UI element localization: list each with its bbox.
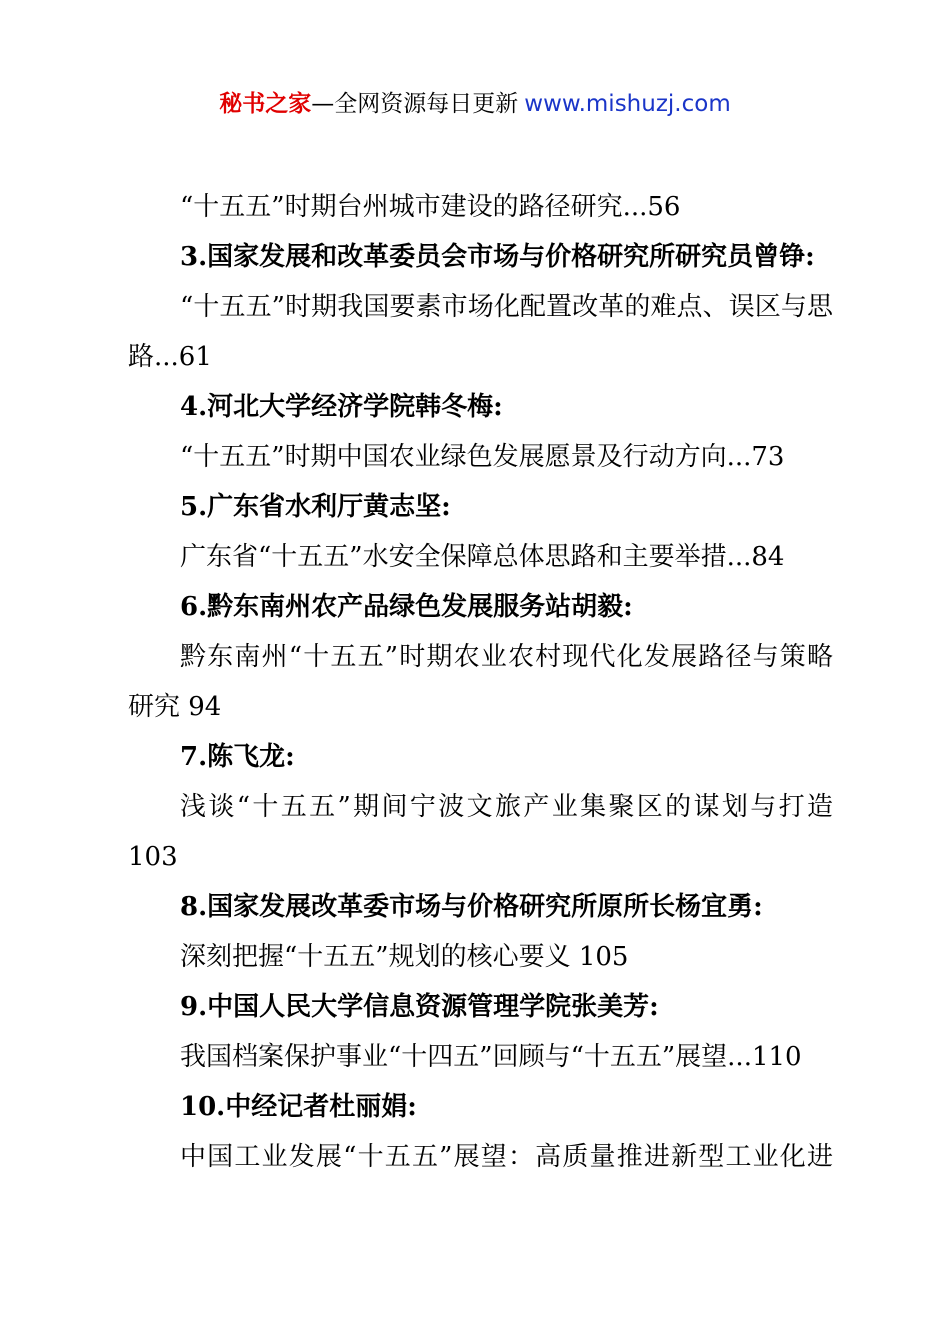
toc-entry-title: “十五五”时期台州城市建设的路径研究...56 <box>180 192 681 222</box>
toc-entry-title: “十五五”时期我国要素市场化配置改革的难点、误区与思 <box>180 292 833 322</box>
toc-entry-title-continued: 路...61 <box>128 342 212 372</box>
toc-entry-author: 10.中经记者杜丽娟: <box>180 1092 417 1122</box>
toc-entry-title: 中国工业发展“十五五”展望：高质量推进新型工业化进 <box>180 1142 833 1172</box>
toc-entry-author: 8.国家发展改革委市场与价格研究所原所长杨宜勇: <box>180 892 763 922</box>
toc-entry-title: 广东省“十五五”水安全保障总体思路和主要举措...84 <box>180 542 785 572</box>
toc-entry-title: 黔东南州“十五五”时期农业农村现代化发展路径与策略 <box>180 642 833 672</box>
toc-entry-title-continued: 研究 94 <box>128 692 222 722</box>
toc-entry-author: 6.黔东南州农产品绿色发展服务站胡毅: <box>180 592 633 622</box>
toc-entry-title: “十五五”时期中国农业绿色发展愿景及行动方向...73 <box>180 442 785 472</box>
toc-entry-author: 7.陈飞龙: <box>180 742 295 772</box>
site-brand: 秘书之家 <box>219 91 312 117</box>
toc-entry-author: 3.国家发展和改革委员会市场与价格研究所研究员曾铮: <box>180 242 815 272</box>
toc-entry-author: 9.中国人民大学信息资源管理学院张美芳: <box>180 992 659 1022</box>
toc-entry-author: 5.广东省水利厅黄志坚: <box>180 492 451 522</box>
site-url-link[interactable]: www.mishuzj.com <box>524 91 731 117</box>
site-header <box>0 86 950 122</box>
toc-entry-title: 深刻把握“十五五”规划的核心要义 105 <box>180 942 629 972</box>
toc-entry-title-continued: 103 <box>128 842 178 872</box>
toc-entry-author: 4.河北大学经济学院韩冬梅: <box>180 392 503 422</box>
table-of-contents <box>128 182 833 1182</box>
site-tagline: —全网资源每日更新 <box>311 91 519 117</box>
toc-entry-title: 浅谈“十五五”期间宁波文旅产业集聚区的谋划与打造 <box>180 792 833 822</box>
toc-entry-title: 我国档案保护事业“十四五”回顾与“十五五”展望...110 <box>180 1042 802 1072</box>
